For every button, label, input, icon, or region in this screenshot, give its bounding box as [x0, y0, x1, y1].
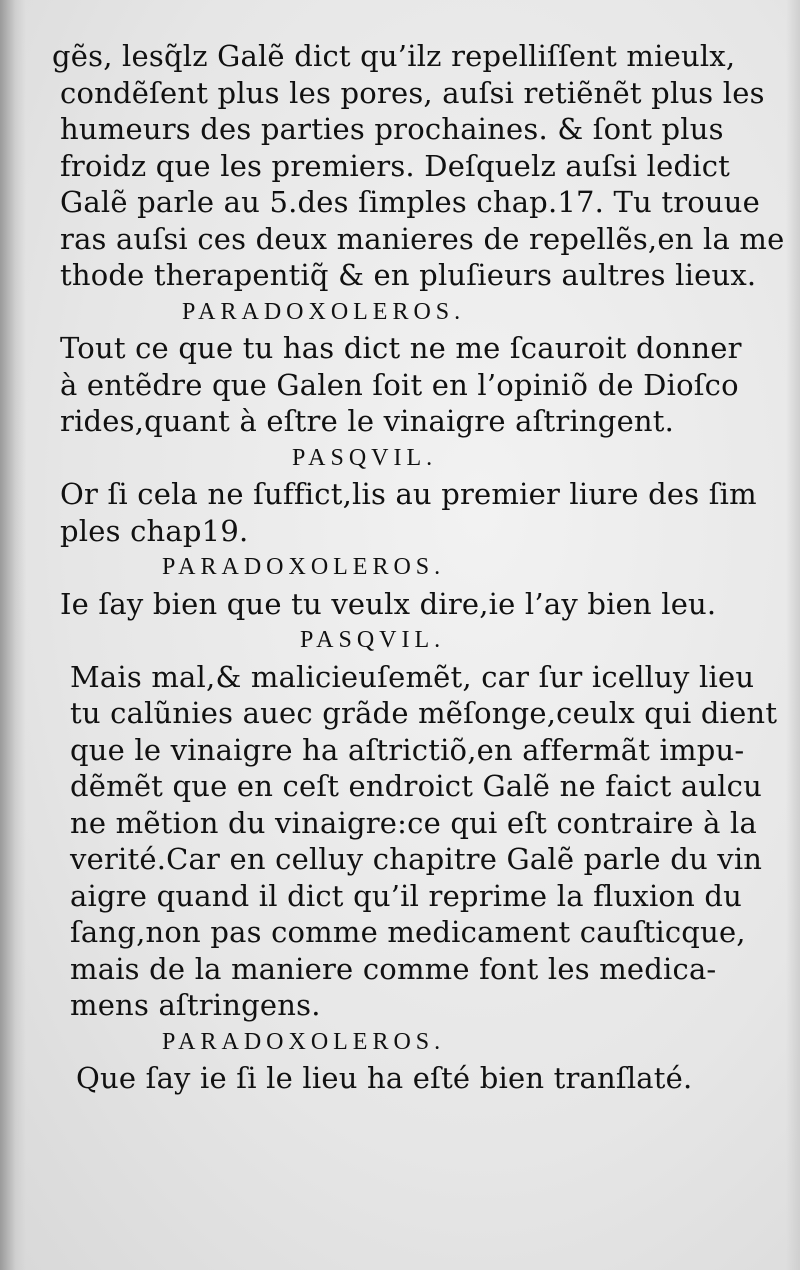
- text-line: verité.Car en celluy chapitre Galẽ parle du vin: [70, 842, 763, 876]
- text-line: que le vinaigre ha aſtrictiõ,en affermãt impu-: [70, 732, 745, 767]
- text-line: ras auſsi ces deux manieres de repellẽs,en la me: [60, 221, 785, 256]
- text-line: mais de la maniere comme font les medica-: [70, 951, 717, 986]
- text-line: dẽmẽt que en ceſt endroict Galẽ ne faict aulcu: [70, 769, 763, 803]
- page-edge: [786, 0, 800, 1270]
- speaker-heading: PARADOXOLEROS.: [182, 298, 466, 325]
- text-line: ſang,non pas comme medicament cauſticque,: [70, 915, 746, 949]
- text-line: humeurs des parties prochaines. & ſont plus: [60, 112, 724, 146]
- text-line: à entẽdre que Galen ſoit en l’opiniõ de Dioſco: [60, 367, 739, 402]
- text-line: ne mẽtion du vinaigre:ce qui eſt contraire à la: [70, 805, 758, 840]
- text-line: Ie ſay bien que tu veulx dire,ie l’ay bien leu.: [60, 586, 717, 621]
- text-line: Or ſi cela ne ſuffict,lis au premier liure des ſim: [60, 477, 757, 511]
- text-line: rides,quant à eſtre le vinaigre aſtringent.: [60, 404, 675, 438]
- text-line: mens aſtringens.: [70, 988, 321, 1022]
- text-line: thode therapentiq̃ & en pluſieurs aultres lieux.: [60, 258, 757, 292]
- speaker-heading: PASQVIL.: [292, 444, 438, 471]
- text-line: aigre quand il dict qu’il reprime la fluxion du: [70, 878, 743, 913]
- text-line: condẽſent plus les pores, auſsi retiẽnẽt plus les: [60, 75, 765, 110]
- gutter-shadow: [0, 0, 26, 1270]
- text-line: gẽs, lesq̃lz Galẽ dict qu’ilz repelliſſent mieulx,: [52, 39, 736, 73]
- dialogue-text-block: [52, 38, 785, 1097]
- text-line: ples chap19.: [60, 513, 249, 548]
- text-line: tu calũnies auec grãde mẽſonge,ceulx qui dient: [70, 696, 778, 730]
- speaker-heading: PASQVIL.: [300, 627, 446, 653]
- text-line: Que ſay ie ſi le lieu ha eſté bien tranſlaté.: [76, 1061, 693, 1095]
- speaker-heading: PARADOXOLEROS.: [162, 1028, 446, 1055]
- speaker-heading: PARADOXOLEROS.: [162, 554, 446, 580]
- text-line: Mais mal,& malicieuſemẽt, car ſur icelluy lieu: [70, 659, 755, 694]
- text-line: Galẽ parle au 5.des ſimples chap.17. Tu trouue: [60, 185, 761, 219]
- text-line: froidz que les premiers. Deſquelz auſsi ledict: [60, 148, 731, 183]
- text-line: Tout ce que tu has dict ne me ſcauroit donner: [60, 331, 742, 365]
